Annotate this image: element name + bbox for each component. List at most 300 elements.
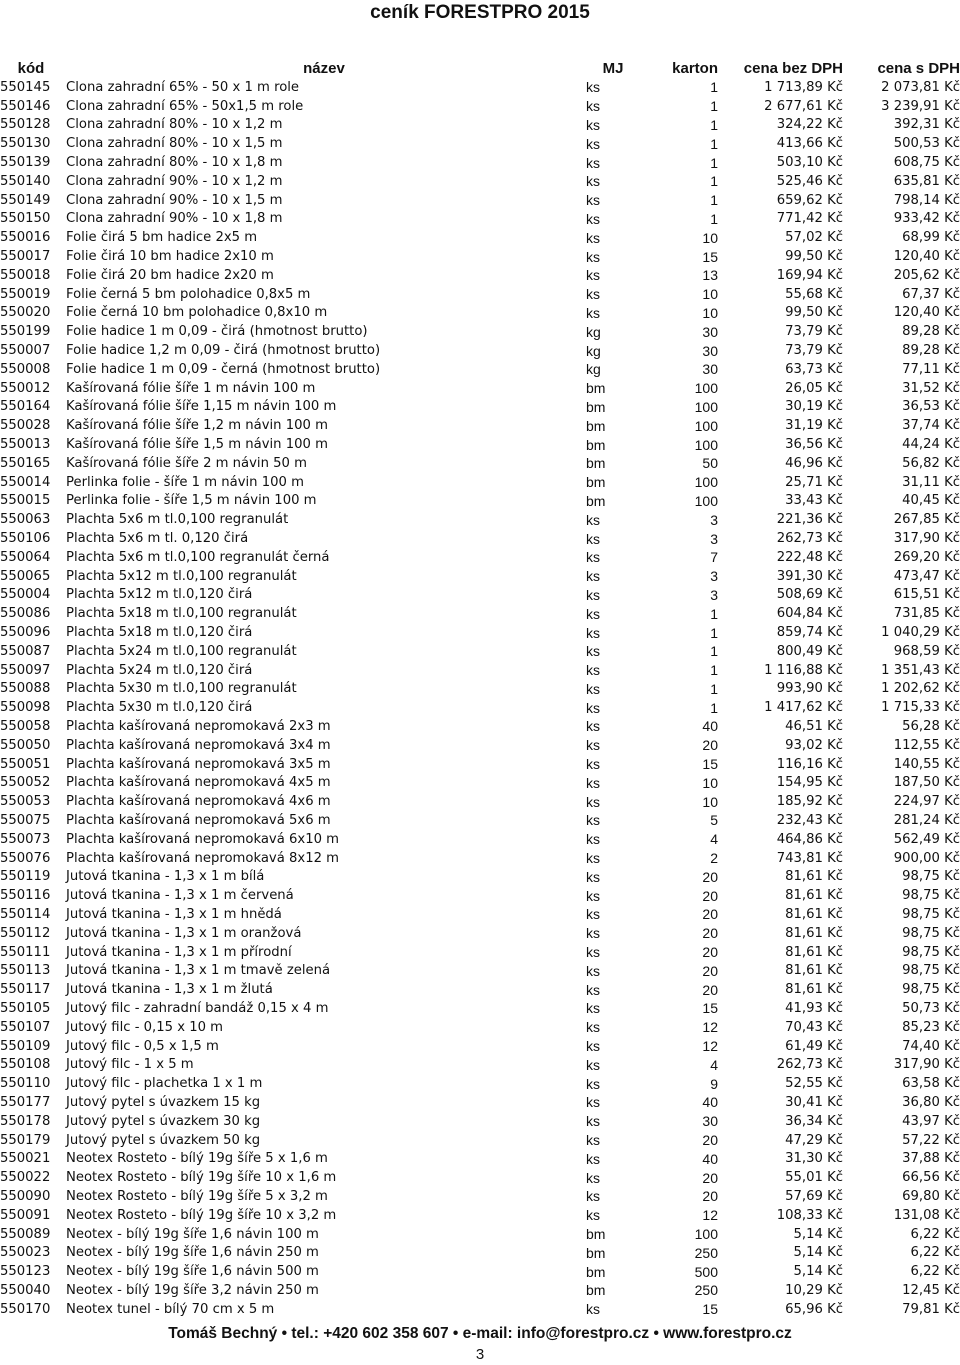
unit: ks <box>586 737 600 754</box>
product-name: Kašírovaná fólie šíře 2 m návin 50 m <box>66 455 307 471</box>
product-code: 550108 <box>0 1057 51 1073</box>
product-code: 550119 <box>0 869 51 885</box>
carton-qty: 20 <box>702 1132 718 1149</box>
carton-qty: 9 <box>710 1075 718 1092</box>
table-row <box>0 661 960 680</box>
product-code: 550090 <box>0 1188 51 1204</box>
table-row <box>0 586 960 605</box>
price-with-vat: 267,85 Kč <box>893 512 960 528</box>
price-with-vat: 798,14 Kč <box>893 192 960 208</box>
price-without-vat: 36,56 Kč <box>785 437 843 453</box>
carton-qty: 3 <box>710 530 718 547</box>
unit: ks <box>586 568 600 585</box>
product-name: Folie hadice 1,2 m 0,09 - čirá (hmotnost brutto) <box>66 343 381 359</box>
unit: ks <box>586 116 600 133</box>
price-without-vat: 169,94 Kč <box>776 267 843 283</box>
unit: ks <box>586 868 600 885</box>
price-with-vat: 44,24 Kč <box>902 437 960 453</box>
carton-qty: 100 <box>694 474 718 491</box>
price-without-vat: 46,96 Kč <box>785 455 843 471</box>
carton-qty: 50 <box>702 455 718 472</box>
table-row <box>0 416 960 435</box>
carton-qty: 20 <box>702 981 718 998</box>
carton-qty: 100 <box>694 417 718 434</box>
price-with-vat: 98,75 Kč <box>902 925 960 941</box>
price-without-vat: 5,14 Kč <box>793 1264 843 1280</box>
table-row <box>0 830 960 849</box>
price-with-vat: 392,31 Kč <box>893 117 960 133</box>
carton-qty: 100 <box>694 492 718 509</box>
table-row <box>0 1225 960 1244</box>
table-row <box>0 567 960 586</box>
product-name: Neotex - bílý 19g šíře 1,6 návin 250 m <box>66 1245 319 1261</box>
price-with-vat: 36,80 Kč <box>902 1094 960 1110</box>
price-with-vat: 66,56 Kč <box>902 1170 960 1186</box>
product-code: 550040 <box>0 1282 51 1298</box>
carton-qty: 1 <box>710 79 718 96</box>
unit: ks <box>586 267 600 284</box>
price-without-vat: 55,01 Kč <box>785 1170 843 1186</box>
unit: ks <box>586 586 600 603</box>
table-row <box>0 999 960 1018</box>
product-name: Kašírovaná fólie šíře 1,2 m návin 100 m <box>66 418 328 434</box>
table-row <box>0 435 960 454</box>
product-name: Plachta 5x24 m tl.0,120 čirá <box>66 662 253 678</box>
product-name: Plachta kašírovaná nepromokavá 5x6 m <box>66 812 331 828</box>
product-name: Clona zahradní 80% - 10 x 1,5 m <box>66 136 283 152</box>
product-code: 550116 <box>0 888 51 904</box>
price-without-vat: 81,61 Kč <box>785 906 843 922</box>
price-with-vat: 2 073,81 Kč <box>881 79 960 95</box>
product-code: 550117 <box>0 982 51 998</box>
carton-qty: 100 <box>694 398 718 415</box>
price-without-vat: 743,81 Kč <box>776 850 843 866</box>
carton-qty: 20 <box>702 1169 718 1186</box>
carton-qty: 4 <box>710 831 718 848</box>
product-name: Neotex Rosteto - bílý 19g šíře 5 x 3,2 m <box>66 1188 328 1204</box>
product-name: Jutový filc - zahradní bandáž 0,15 x 4 m <box>66 1000 329 1016</box>
price-without-vat: 81,61 Kč <box>785 944 843 960</box>
carton-qty: 15 <box>702 1301 718 1318</box>
product-name: Kašírovaná fólie šíře 1,15 m návin 100 m <box>66 399 337 415</box>
price-without-vat: 31,30 Kč <box>785 1151 843 1167</box>
product-code: 550089 <box>0 1226 51 1242</box>
product-code: 550004 <box>0 587 51 603</box>
product-code: 550107 <box>0 1019 51 1035</box>
carton-qty: 1 <box>710 210 718 227</box>
product-name: Clona zahradní 90% - 10 x 1,8 m <box>66 211 283 227</box>
price-without-vat: 222,48 Kč <box>776 549 843 565</box>
table-row <box>0 1168 960 1187</box>
price-with-vat: 562,49 Kč <box>893 831 960 847</box>
price-with-vat: 36,53 Kč <box>902 399 960 415</box>
price-without-vat: 5,14 Kč <box>793 1226 843 1242</box>
unit: ks <box>586 1132 600 1149</box>
product-name: Plachta 5x6 m tl.0,100 regranulát černá <box>66 549 330 565</box>
carton-qty: 20 <box>702 887 718 904</box>
table-row <box>0 642 960 661</box>
product-code: 550146 <box>0 98 51 114</box>
unit: bm <box>586 1282 606 1299</box>
carton-qty: 10 <box>702 793 718 810</box>
unit: bm <box>586 380 606 397</box>
carton-qty: 1 <box>710 173 718 190</box>
unit: ks <box>586 173 600 190</box>
table-row <box>0 228 960 247</box>
product-code: 550139 <box>0 155 51 171</box>
product-name: Plachta 5x30 m tl.0,120 čirá <box>66 700 253 716</box>
table-header-row <box>0 58 960 78</box>
table-row <box>0 811 960 830</box>
price-with-vat: 131,08 Kč <box>893 1207 960 1223</box>
price-without-vat: 185,92 Kč <box>776 794 843 810</box>
product-code: 550020 <box>0 305 51 321</box>
price-with-vat: 67,37 Kč <box>902 286 960 302</box>
carton-qty: 40 <box>702 1150 718 1167</box>
product-code: 550076 <box>0 850 51 866</box>
price-without-vat: 604,84 Kč <box>776 606 843 622</box>
price-with-vat: 89,28 Kč <box>902 324 960 340</box>
table-row <box>0 1262 960 1281</box>
product-name: Jutový pytel s úvazkem 50 kg <box>66 1132 261 1148</box>
price-without-vat: 99,50 Kč <box>785 249 843 265</box>
product-code: 550012 <box>0 380 51 396</box>
price-with-vat: 31,52 Kč <box>902 380 960 396</box>
product-code: 550018 <box>0 267 51 283</box>
price-with-vat: 500,53 Kč <box>893 136 960 152</box>
carton-qty: 1 <box>710 680 718 697</box>
product-name: Perlinka folie - šíře 1 m návin 100 m <box>66 474 304 490</box>
product-code: 550113 <box>0 963 51 979</box>
table-row <box>0 379 960 398</box>
table-row <box>0 905 960 924</box>
price-without-vat: 46,51 Kč <box>785 718 843 734</box>
unit: bm <box>586 1226 606 1242</box>
unit: ks <box>586 981 600 998</box>
product-name: Jutový pytel s úvazkem 15 kg <box>66 1094 261 1110</box>
table-row <box>0 1187 960 1206</box>
carton-qty: 12 <box>702 1019 718 1036</box>
price-without-vat: 154,95 Kč <box>776 775 843 791</box>
carton-qty: 2 <box>710 850 718 867</box>
table-row <box>0 1018 960 1037</box>
unit: ks <box>586 192 600 209</box>
price-without-vat: 232,43 Kč <box>776 812 843 828</box>
product-name: Jutový filc - plachetka 1 x 1 m <box>66 1076 263 1092</box>
unit: ks <box>586 906 600 923</box>
product-code: 550088 <box>0 681 51 697</box>
price-without-vat: 73,79 Kč <box>785 324 843 340</box>
unit: ks <box>586 831 600 848</box>
product-code: 550091 <box>0 1207 51 1223</box>
product-name: Clona zahradní 65% - 50x1,5 m role <box>66 98 304 114</box>
product-name: Jutová tkanina - 1,3 x 1 m bílá <box>66 869 265 885</box>
carton-qty: 12 <box>702 1038 718 1055</box>
unit: ks <box>586 925 600 942</box>
table-row <box>0 97 960 116</box>
table-row <box>0 961 960 980</box>
product-name: Jutová tkanina - 1,3 x 1 m oranžová <box>66 925 302 941</box>
carton-qty: 20 <box>702 925 718 942</box>
carton-qty: 20 <box>702 906 718 923</box>
product-code: 550128 <box>0 117 51 133</box>
product-code: 550052 <box>0 775 51 791</box>
product-name: Plachta kašírovaná nepromokavá 3x4 m <box>66 737 331 753</box>
unit: ks <box>586 1150 600 1167</box>
carton-qty: 1 <box>710 135 718 152</box>
carton-qty: 1 <box>710 192 718 209</box>
table-row <box>0 1074 960 1093</box>
product-name: Jutová tkanina - 1,3 x 1 m hnědá <box>66 906 282 922</box>
product-name: Plachta 5x30 m tl.0,100 regranulát <box>66 681 297 697</box>
carton-qty: 1 <box>710 154 718 171</box>
price-with-vat: 608,75 Kč <box>893 155 960 171</box>
price-without-vat: 993,90 Kč <box>776 681 843 697</box>
product-code: 550015 <box>0 493 51 509</box>
product-code: 550014 <box>0 474 51 490</box>
product-name: Jutová tkanina - 1,3 x 1 m přírodní <box>66 944 292 960</box>
price-without-vat: 800,49 Kč <box>776 643 843 659</box>
table-row <box>0 1300 960 1319</box>
price-with-vat: 6,22 Kč <box>910 1245 960 1261</box>
price-with-vat: 56,82 Kč <box>902 455 960 471</box>
price-with-vat: 317,90 Kč <box>893 1057 960 1073</box>
product-code: 550164 <box>0 399 51 415</box>
carton-qty: 1 <box>710 643 718 660</box>
product-name: Neotex tunel - bílý 70 cm x 5 m <box>66 1301 275 1317</box>
unit: ks <box>586 549 600 566</box>
product-name: Plachta 5x24 m tl.0,100 regranulát <box>66 643 297 659</box>
price-without-vat: 57,69 Kč <box>785 1188 843 1204</box>
carton-qty: 20 <box>702 944 718 961</box>
carton-qty: 30 <box>702 361 718 378</box>
carton-qty: 20 <box>702 737 718 754</box>
price-with-vat: 31,11 Kč <box>902 474 960 490</box>
carton-qty: 500 <box>694 1263 718 1280</box>
unit: bm <box>586 455 606 472</box>
table-row <box>0 943 960 962</box>
table-row <box>0 247 960 266</box>
carton-qty: 30 <box>702 1113 718 1130</box>
price-with-vat: 98,75 Kč <box>902 888 960 904</box>
price-without-vat: 5,14 Kč <box>793 1245 843 1261</box>
table-row <box>0 398 960 417</box>
table-row <box>0 548 960 567</box>
carton-qty: 5 <box>710 812 718 829</box>
table-row <box>0 604 960 623</box>
price-without-vat: 30,19 Kč <box>785 399 843 415</box>
product-code: 550023 <box>0 1245 51 1261</box>
table-row <box>0 717 960 736</box>
product-code: 550007 <box>0 343 51 359</box>
carton-qty: 3 <box>710 511 718 528</box>
price-without-vat: 221,36 Kč <box>776 512 843 528</box>
price-with-vat: 89,28 Kč <box>902 343 960 359</box>
carton-qty: 30 <box>702 323 718 340</box>
unit: ks <box>586 210 600 227</box>
price-without-vat: 508,69 Kč <box>776 587 843 603</box>
unit: ks <box>586 1094 600 1111</box>
unit: ks <box>586 850 600 867</box>
table-row <box>0 78 960 97</box>
product-code: 550016 <box>0 230 51 246</box>
price-with-vat: 6,22 Kč <box>910 1226 960 1242</box>
product-code: 550058 <box>0 718 51 734</box>
price-without-vat: 1 116,88 Kč <box>764 662 843 678</box>
unit: ks <box>586 887 600 904</box>
price-with-vat: 120,40 Kč <box>893 249 960 265</box>
unit: ks <box>586 1038 600 1055</box>
table-row <box>0 529 960 548</box>
carton-qty: 10 <box>702 774 718 791</box>
price-with-vat: 98,75 Kč <box>902 944 960 960</box>
price-without-vat: 33,43 Kč <box>785 493 843 509</box>
product-name: Folie černá 10 bm polohadice 0,8x10 m <box>66 305 328 321</box>
carton-qty: 3 <box>710 586 718 603</box>
price-without-vat: 413,66 Kč <box>776 136 843 152</box>
unit: bm <box>586 492 606 509</box>
table-row <box>0 454 960 473</box>
unit: kg <box>586 323 601 340</box>
price-without-vat: 30,41 Kč <box>785 1094 843 1110</box>
table-row <box>0 1037 960 1056</box>
table-row <box>0 736 960 755</box>
carton-qty: 15 <box>702 1000 718 1017</box>
carton-qty: 1 <box>710 662 718 679</box>
product-name: Jutový filc - 0,5 x 1,5 m <box>66 1038 219 1054</box>
product-name: Clona zahradní 90% - 10 x 1,5 m <box>66 192 283 208</box>
unit: ks <box>586 1056 600 1073</box>
carton-qty: 13 <box>702 267 718 284</box>
table-row <box>0 623 960 642</box>
product-name: Jutová tkanina - 1,3 x 1 m červená <box>66 888 294 904</box>
unit: ks <box>586 1188 600 1205</box>
unit: bm <box>586 436 606 453</box>
carton-qty: 30 <box>702 342 718 359</box>
product-code: 550111 <box>0 944 51 960</box>
price-without-vat: 503,10 Kč <box>776 155 843 171</box>
price-with-vat: 98,75 Kč <box>902 869 960 885</box>
unit: ks <box>586 98 600 115</box>
product-name: Plachta 5x18 m tl.0,120 čirá <box>66 625 253 640</box>
price-with-vat: 40,45 Kč <box>902 493 960 509</box>
table-row <box>0 1149 960 1168</box>
price-without-vat: 36,34 Kč <box>785 1113 843 1129</box>
unit: ks <box>586 605 600 622</box>
product-name: Perlinka folie - šíře 1,5 m návin 100 m <box>66 493 317 509</box>
carton-qty: 10 <box>702 229 718 246</box>
carton-qty: 40 <box>702 718 718 735</box>
product-code: 550114 <box>0 906 51 922</box>
table-row <box>0 266 960 285</box>
product-name: Clona zahradní 80% - 10 x 1,2 m <box>66 117 283 133</box>
price-without-vat: 81,61 Kč <box>785 888 843 904</box>
product-code: 550105 <box>0 1000 51 1016</box>
price-without-vat: 26,05 Kč <box>785 380 843 396</box>
table-row <box>0 285 960 304</box>
price-with-vat: 933,42 Kč <box>893 211 960 227</box>
price-without-vat: 41,93 Kč <box>785 1000 843 1016</box>
product-code: 550053 <box>0 794 51 810</box>
price-without-vat: 262,73 Kč <box>776 531 843 547</box>
unit: ks <box>586 154 600 171</box>
table-row <box>0 680 960 699</box>
product-code: 550165 <box>0 455 51 471</box>
product-name: Jutový filc - 1 x 5 m <box>66 1057 194 1073</box>
price-without-vat: 47,29 Kč <box>785 1132 843 1148</box>
product-name: Clona zahradní 90% - 10 x 1,2 m <box>66 173 283 189</box>
table-row <box>0 1131 960 1150</box>
product-name: Plachta kašírovaná nepromokavá 2x3 m <box>66 718 331 734</box>
price-without-vat: 81,61 Kč <box>785 982 843 998</box>
unit: bm <box>586 398 606 415</box>
price-with-vat: 205,62 Kč <box>893 267 960 283</box>
price-with-vat: 112,55 Kč <box>893 737 960 753</box>
product-code: 550199 <box>0 324 51 340</box>
product-name: Clona zahradní 65% - 50 x 1 m role <box>66 79 300 95</box>
unit: ks <box>586 944 600 961</box>
header-name: název <box>303 59 345 77</box>
unit: ks <box>586 812 600 829</box>
price-with-vat: 615,51 Kč <box>893 587 960 603</box>
price-with-vat: 98,75 Kč <box>902 906 960 922</box>
product-code: 550021 <box>0 1151 51 1167</box>
carton-qty: 250 <box>694 1282 718 1299</box>
price-with-vat: 224,97 Kč <box>893 794 960 810</box>
price-with-vat: 3 239,91 Kč <box>881 98 960 114</box>
unit: ks <box>586 662 600 679</box>
price-with-vat: 43,97 Kč <box>902 1113 960 1129</box>
table-row <box>0 473 960 492</box>
price-with-vat: 120,40 Kč <box>893 305 960 321</box>
unit: ks <box>586 530 600 547</box>
carton-qty: 100 <box>694 436 718 453</box>
table-row <box>0 773 960 792</box>
header-code: kód <box>17 59 45 77</box>
price-without-vat: 859,74 Kč <box>776 625 843 640</box>
price-without-vat: 31,19 Kč <box>785 418 843 434</box>
product-code: 550123 <box>0 1264 51 1280</box>
carton-qty: 1 <box>710 699 718 716</box>
product-code: 550106 <box>0 531 51 547</box>
product-name: Plachta kašírovaná nepromokavá 8x12 m <box>66 850 340 866</box>
table-body <box>0 78 960 1319</box>
unit: ks <box>586 1207 600 1224</box>
price-without-vat: 391,30 Kč <box>776 568 843 584</box>
product-code: 550065 <box>0 568 51 584</box>
unit: ks <box>586 793 600 810</box>
price-with-vat: 37,74 Kč <box>902 418 960 434</box>
header-price-vat: cena s DPH <box>877 59 960 77</box>
product-name: Kašírovaná fólie šíře 1 m návin 100 m <box>66 380 316 396</box>
table-row <box>0 698 960 717</box>
product-code: 550087 <box>0 643 51 659</box>
unit: kg <box>586 342 601 359</box>
price-with-vat: 79,81 Kč <box>902 1301 960 1317</box>
table-row <box>0 304 960 323</box>
unit: bm <box>586 1244 606 1261</box>
product-name: Folie čirá 10 bm hadice 2x10 m <box>66 249 274 265</box>
price-without-vat: 659,62 Kč <box>776 192 843 208</box>
price-with-vat: 281,24 Kč <box>893 812 960 828</box>
table-row <box>0 492 960 511</box>
unit: ks <box>586 1000 600 1017</box>
table-row <box>0 134 960 153</box>
carton-qty: 1 <box>710 116 718 133</box>
table-row <box>0 867 960 886</box>
product-name: Plachta kašírovaná nepromokavá 4x5 m <box>66 775 331 791</box>
unit: ks <box>586 1019 600 1036</box>
